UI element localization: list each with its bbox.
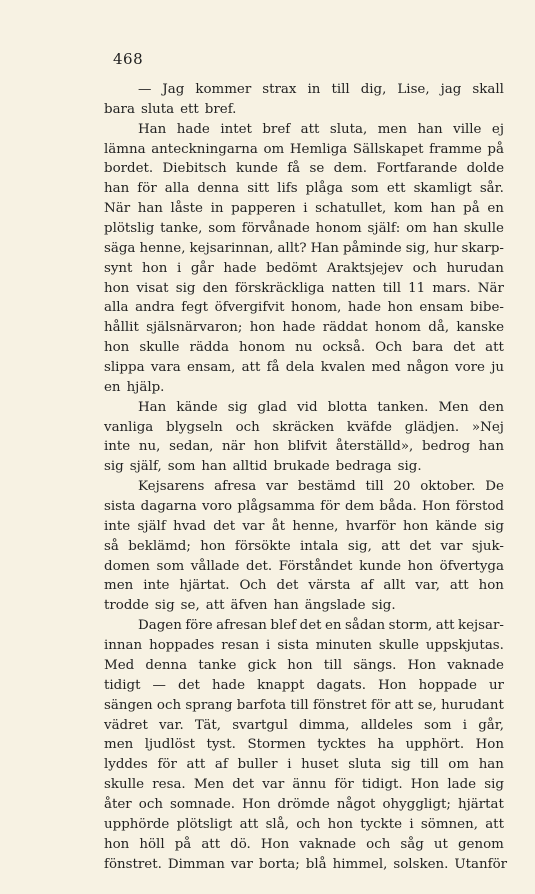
text-line: inte nu, sedan, när hon blifvit återställd», bedrog han (104, 439, 504, 455)
text-line: När han låste in papperen i schatullet, kom han på en (104, 201, 504, 217)
text-line: hon höll på att dö. Hon vaknade och såg ut genom (104, 836, 504, 852)
text-line: men inte hjärtat. Och det värsta af allt var, att hon (104, 578, 504, 594)
text-line: inte själf hvad det var åt henne, hvarför hon kände sig (104, 518, 504, 534)
text-line: Kejsarens afresa var bestämd till 20 oktober. De (138, 479, 504, 495)
text-line: sig själf, som han alltid brukade bedraga sig. (104, 459, 422, 475)
text-line: fönstret. Dimman var borta; blå himmel, solsken. Utanför (104, 856, 508, 872)
paragraph (104, 477, 504, 616)
text-line: domen som vållade det. Förståndet kunde hon öfvertyga (104, 558, 504, 574)
paragraph (104, 398, 504, 477)
text-line: han för alla denna sitt lifs plåga som ett skamligt sår. (104, 181, 504, 197)
text-line: Med denna tanke gick hon till sängs. Hon vaknade (104, 657, 504, 673)
text-line: sängen och sprang barfota till fönstret för att se, hurudant (104, 697, 504, 713)
text-line: synt hon i går hade bedömt Araktsjejev och hurudan (104, 260, 504, 276)
text-line: Han kände sig glad vid blotta tanken. Men den (138, 399, 504, 415)
text-line: vanliga blygseln och skräcken kväfde glädjen. »Nej (104, 419, 504, 435)
text-line: Han hade intet bref att sluta, men han ville ej (138, 121, 504, 137)
text-line: hon visat sig den förskräckliga natten till 11 mars. När (104, 280, 504, 296)
text-line: säga henne, kejsarinnan, allt? Han påminde sig, hur skarp- (104, 240, 504, 256)
text-line: en hjälp. (104, 379, 165, 395)
text-line: bara sluta ett bref. (104, 101, 237, 117)
text-line: så beklämd; hon försökte intala sig, att det var sjuk- (104, 538, 504, 554)
text-line: hon skulle rädda honom nu också. Och bara det att (104, 340, 504, 356)
text-line: skulle resa. Men det var ännu för tidigt. Hon lade sig (104, 777, 504, 793)
text-line: Dagen före afresan blef det en sådan storm, att kejsar- (138, 618, 504, 634)
text-line: åter och somnade. Hon drömde något ohyggligt; hjärtat (104, 796, 504, 812)
text-line: alla andra fegt öfvergifvit honom, hade hon ensam bibe- (104, 300, 504, 316)
text-line: innan hoppades resan i sista minuten skulle uppskjutas. (104, 638, 504, 654)
text-line: tidigt — det hade knappt dagats. Hon hoppade ur (104, 677, 504, 693)
paragraph (104, 80, 504, 120)
text-line: slippa vara ensam, att få dela kvalen med någon vore ju (104, 360, 504, 376)
text-line: sista dagarna voro plågsamma för dem båda. Hon förstod (104, 499, 504, 515)
text-line: trodde sig se, att äfven han ängslade sig. (104, 598, 396, 614)
text-line: hållit själsnärvaron; hon hade räddat honom då, kanske (104, 320, 504, 336)
text-line: bordet. Diebitsch kunde få se dem. Fortfarande dolde (104, 161, 504, 177)
text-line: men ljudlöst tyst. Stormen tycktes ha upphört. Hon (104, 737, 504, 753)
page-number: 468 (113, 50, 144, 68)
text-line: upphörde plötsligt att slå, och hon tyckte i sömnen, att (104, 816, 504, 832)
paragraph (104, 120, 504, 398)
paragraph (104, 616, 508, 874)
text-line: plötslig tanke, som förvånade honom själf: om han skulle (104, 221, 504, 237)
text-line: lämna anteckningarna om Hemliga Sällskapet framme på (104, 141, 504, 157)
text-line: lyddes för att af buller i huset sluta sig till om han (104, 757, 504, 773)
text-line: vädret var. Tät, svartgul dimma, alldeles som i går, (104, 717, 504, 733)
text-line: — Jag kommer strax in till dig, Lise, jag skall (138, 82, 504, 97)
body-text (104, 80, 508, 874)
